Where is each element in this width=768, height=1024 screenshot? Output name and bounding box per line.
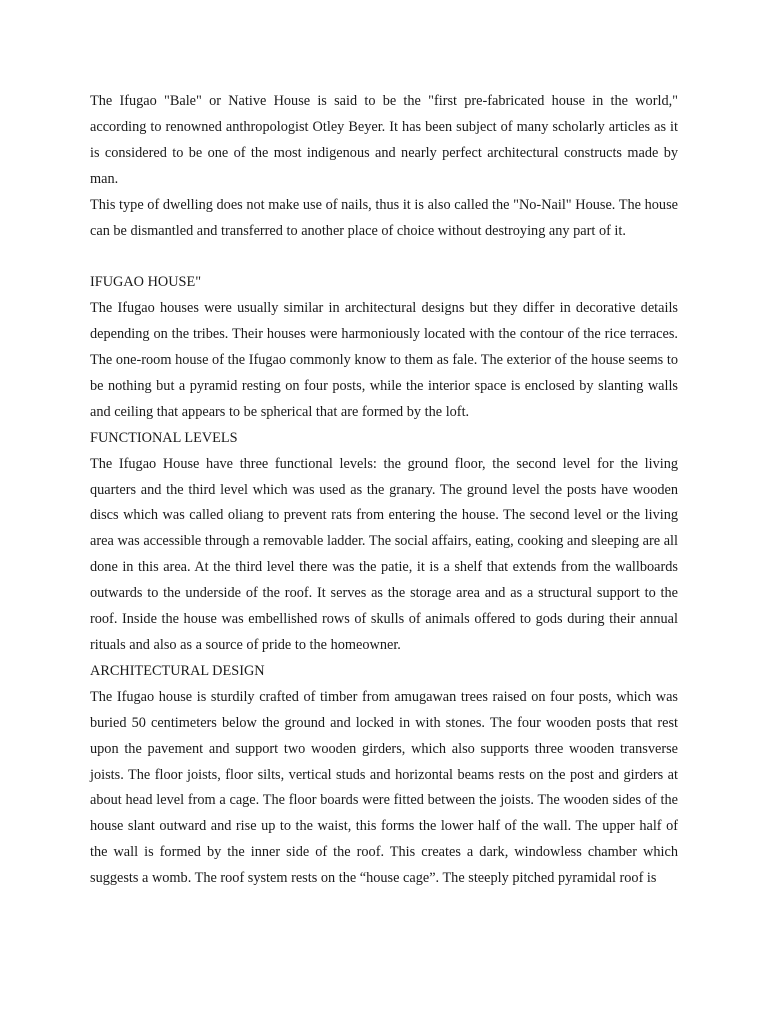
functional-levels-paragraph: The Ifugao House have three functional levels: the ground floor, the second level for the living quarters and the third level which was used as the granary. The ground level the posts have wooden discs which was called oliang to prevent rats from entering the house. The second level or the living area was accessible through a removable ladder. The social affairs, eating, cooking and sleeping are all done in this area. At the third level there was the patie, it is a shelf that extends from the wallboards outwards to the underside of the roof. It serves as the storage area and as a structural support to the roof. Inside the house was embellished rows of skulls of animals offered to gods during their annual rituals and also as a source of pride to the homeowner. (90, 455, 678, 654)
ifugao-house-paragraph: The Ifugao houses were usually similar in architectural designs but they differ in decorative details depending on the tribes. Their houses were harmoniously located with the contour of the rice terraces. The one-room house of the Ifugao commonly know to them as fale. The exterior of the house seems to be nothing but a pyramid resting on four posts, while the interior space is enclosed by slanting walls and ceiling that appears to be spherical that are formed by the loft. (90, 300, 678, 420)
functional-levels-heading: FUNCTIONAL LEVELS (90, 429, 238, 446)
architectural-design-paragraph: The Ifugao house is sturdily crafted of timber from amugawan trees raised on four posts, which was buried 50 centimeters below the ground and locked in with stones. The four wooden posts that rest upon the pavement and support two wooden girders, which also supports three wooden transverse joists. The floor joists, floor silts, vertical studs and horizontal beams rests on the post and girders at about head level from a cage. The floor boards were fitted between the joists. The wooden sides of the house slant outward and rise up to the waist, this forms the lower half of the wall. The upper half of the wall is formed by the inner side of the roof. This creates a dark, windowless chamber which suggests a womb. The roof system rests on the “house cage”. The steeply pitched pyramidal roof is (90, 688, 678, 887)
no-nail-paragraph: This type of dwelling does not make use of nails, thus it is also called the "No-Nail" House. The house can be dismantled and transferred to another place of choice without destroying any part of it. (90, 196, 678, 239)
architectural-design-heading: ARCHITECTURAL DESIGN (90, 662, 265, 679)
paragraph-spacer (90, 244, 678, 270)
intro-paragraph: The Ifugao "Bale" or Native House is said to be the "first pre-fabricated house in the world," according to renowned anthropologist Otley Beyer. It has been subject of many scholarly articles as it is considered to be one of the most indigenous and nearly perfect architectural constructs made by man. (90, 93, 678, 187)
document-page (90, 89, 678, 892)
ifugao-house-heading: IFUGAO HOUSE" (90, 274, 202, 291)
